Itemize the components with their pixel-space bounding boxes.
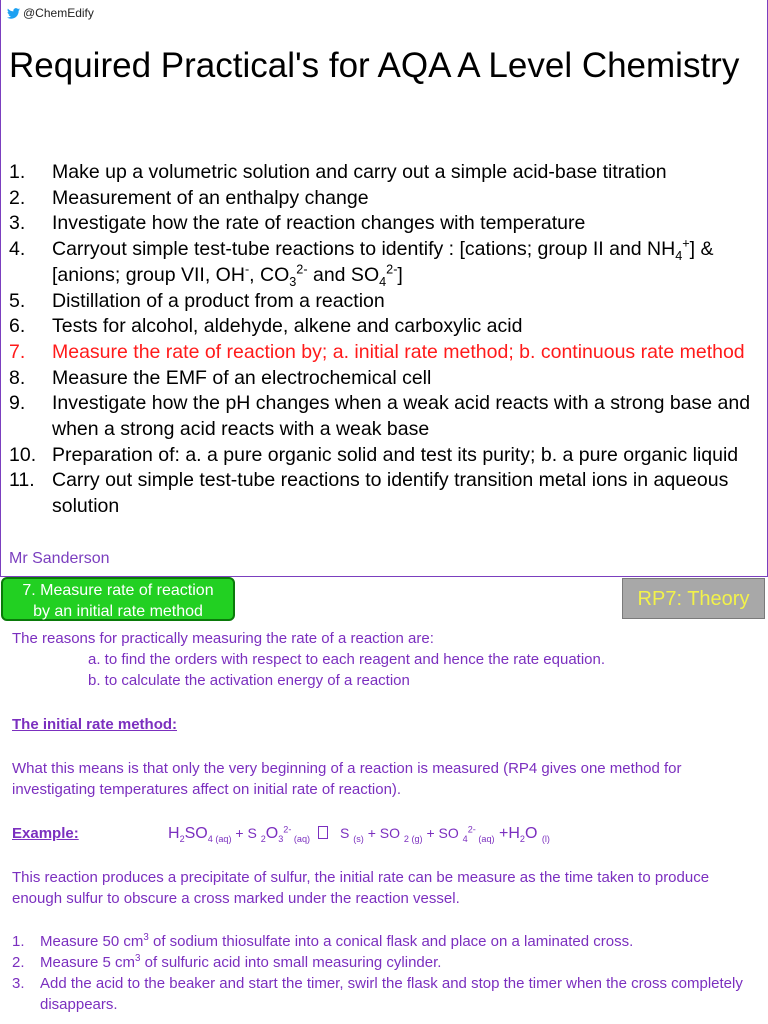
list-item bbox=[9, 289, 761, 315]
item-number: 9. bbox=[9, 392, 26, 415]
page-title: Required Practical's for AQA A Level Chemistry bbox=[9, 46, 740, 85]
practical-title-line2: by an initial rate method bbox=[33, 603, 203, 620]
arrow-placeholder-icon bbox=[318, 826, 328, 839]
item-number: 11. bbox=[9, 469, 35, 492]
method-explanation: What this means is that only the very beginning of a reaction is measured (RP4 gives one method for investigating temperatures affect on initial rate of reaction). bbox=[12, 760, 682, 798]
list-item: 2. Measure 5 $cm^3$ of sulfuric acid into small measuring cylinder. bbox=[12, 953, 442, 971]
reason-a: a. to find the orders with respect to each reagent and hence the rate equation. bbox=[88, 651, 606, 668]
item-text: Distillation of a product from a reaction bbox=[52, 289, 385, 312]
item-number: 8. bbox=[9, 366, 26, 389]
method-steps bbox=[12, 931, 752, 1015]
item-text: Tests for alcohol, aldehyde, alkene and carboxylic acid bbox=[52, 315, 523, 338]
item-text: Carryout simple test-tube reactions to identify : [cations; group II and $NH_4^+$] & [anions; group VII, OH-, $CO_3^{2-}$ and $SO_4^{2-}$] bbox=[52, 236, 714, 289]
item-text: Measurement of an enthalpy change bbox=[52, 186, 369, 209]
list-item bbox=[9, 314, 761, 340]
item-number: 7. bbox=[9, 340, 26, 363]
item-text: Carry out simple test-tube reactions to identify transition metal ions in aqueous solution bbox=[52, 469, 729, 518]
reason-b: b. to calculate the activation energy of a reaction bbox=[88, 672, 410, 689]
practical-title-line1: 7. Measure rate of reaction bbox=[22, 582, 214, 599]
author-watermark: Mr Sanderson bbox=[9, 550, 110, 567]
practical-title-box bbox=[1, 577, 235, 621]
item-number: 2. bbox=[9, 186, 26, 209]
section-heading: The initial rate method: bbox=[12, 716, 178, 733]
list-item bbox=[9, 468, 761, 519]
item-text: Preparation of: a. a pure organic solid and test its purity; b. a pure organic liquid bbox=[52, 443, 739, 466]
list-item bbox=[9, 391, 761, 442]
item-number: 10. bbox=[9, 443, 37, 466]
chemical-equation: $H_2SO_{4 (aq)} + S$ $_2O_3^{2-}$ $_{(aq)}$ S $_{(s)}$ + SO $_{2 (g)}$ + SO $_4^{2-}$ $_{(aq)} +H_2O$ $_{(l)}$ bbox=[168, 824, 550, 844]
list-item bbox=[9, 366, 761, 392]
handle-text: @ChemEdify bbox=[23, 6, 94, 20]
item-number: 3. bbox=[9, 212, 26, 235]
precipitate-text: This reaction produces a precipitate of sulfur, the initial rate can be measure as the time taken to produce enough sulfur to obscure a cross marked under the reaction vessel. bbox=[12, 869, 710, 907]
item-number: 1. bbox=[9, 161, 26, 183]
item-number: 5. bbox=[9, 289, 26, 312]
list-item bbox=[9, 160, 761, 186]
intro-text: The reasons for practically measuring the rate of a reaction are: bbox=[12, 630, 434, 647]
list-item bbox=[9, 211, 761, 237]
list-item bbox=[9, 186, 761, 212]
item-number: 4. bbox=[9, 238, 26, 261]
item-text: Investigate how the pH changes when a weak acid reacts with a strong base and when a strong acid reacts with a weak base bbox=[52, 392, 751, 441]
theory-label: RP7: Theory bbox=[622, 578, 765, 619]
list-item-highlighted bbox=[9, 340, 761, 366]
list-item bbox=[9, 237, 761, 288]
item-text: Measure the EMF of an electrochemical cell bbox=[52, 366, 432, 389]
list-item bbox=[9, 443, 761, 469]
list-item: 3. Add the acid to the beaker and start the timer, swirl the flask and stop the timer when the cross completely disappears. bbox=[12, 975, 743, 1013]
example-label: Example: bbox=[12, 825, 79, 842]
item-number: 6. bbox=[9, 315, 26, 338]
practicals-list bbox=[9, 160, 761, 520]
twitter-bird-icon bbox=[7, 8, 20, 19]
item-text: Measure the rate of reaction by; a. initial rate method; b. continuous rate method bbox=[52, 340, 745, 363]
list-item: 1. Measure 50 $cm^3$ of sodium thiosulfate into a conical flask and place on a laminated cross. bbox=[12, 932, 634, 950]
item-text: Make up a volumetric solution and carry out a simple acid-base titration bbox=[52, 161, 667, 183]
item-text: Investigate how the rate of reaction changes with temperature bbox=[52, 212, 586, 235]
twitter-handle[interactable] bbox=[7, 6, 94, 20]
